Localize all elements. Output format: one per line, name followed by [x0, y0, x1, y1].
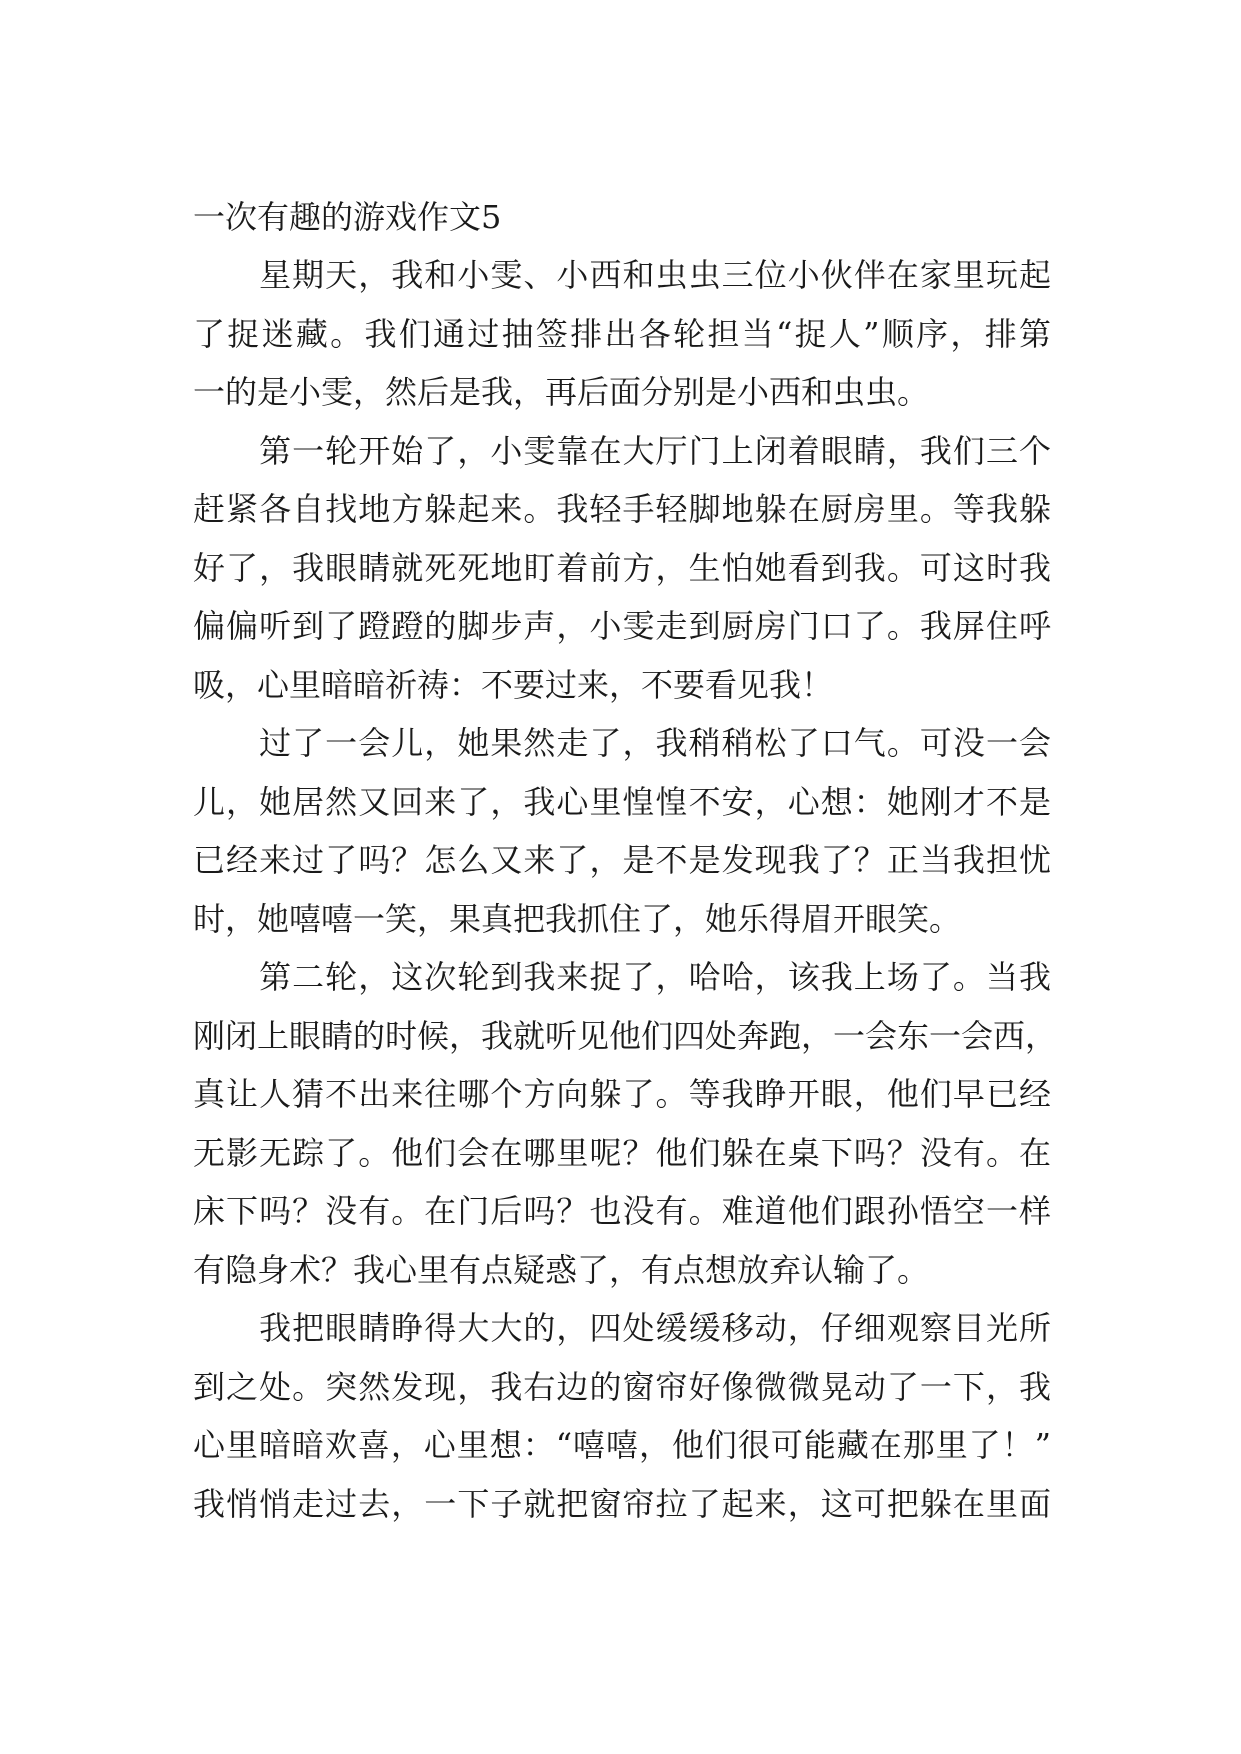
text-line: 偏偏听到了蹬蹬的脚步声，小雯走到厨房门口了。我屏住呼 — [193, 607, 1051, 645]
text-line: 我悄悄走过去，一下子就把窗帘拉了起来，这可把躲在里面 — [193, 1484, 1051, 1523]
text-line: 好了，我眼睛就死死地盯着前方，生怕她看到我。可这时我 — [193, 548, 1051, 587]
text-line: 星期天，我和小雯、小西和虫虫三位小伙伴在家里玩起 — [193, 256, 1051, 294]
text-line: 赶紧各自找地方躲起来。我轻手轻脚地躲在厨房里。等我躲 — [193, 490, 1051, 528]
text-line: 到之处。突然发现，我右边的窗帘好像微微晃动了一下，我 — [193, 1367, 1051, 1406]
document-title: 一次有趣的游戏作文5 — [193, 198, 502, 236]
text-line: 儿，她居然又回来了，我心里惶惶不安，心想：她刚才不是 — [193, 782, 1051, 821]
text-line: 刚闭上眼睛的时候，我就听见他们四处奔跑，一会东一会西， — [193, 1016, 1058, 1055]
text-line: 吸，心里暗暗祈祷：不要过来，不要看见我！ — [193, 665, 834, 704]
paragraph-4 — [193, 948, 1058, 1299]
document-page — [193, 188, 1058, 1533]
text-line: 有隐身术？我心里有点疑惑了，有点想放弃认输了。 — [193, 1250, 930, 1289]
text-line: 床下吗？没有。在门后吗？也没有。难道他们跟孙悟空一样 — [193, 1192, 1051, 1230]
text-line: 无影无踪了。他们会在哪里呢？他们躲在桌下吗？没有。在 — [193, 1133, 1051, 1172]
text-line: 了捉迷藏。我们通过抽签排出各轮担当“捉人”顺序，排第 — [193, 314, 1051, 353]
text-line: 第一轮开始了，小雯靠在大厅门上闭着眼睛，我们三个 — [193, 431, 1051, 470]
paragraph-5 — [193, 1299, 1051, 1533]
paragraph-3 — [193, 714, 1051, 948]
text-line: 心里暗暗欢喜，心里想：“嘻嘻，他们很可能藏在那里了！” — [193, 1426, 1051, 1464]
text-line: 过了一会儿，她果然走了，我稍稍松了口气。可没一会 — [193, 724, 1051, 762]
paragraph-1 — [193, 246, 1051, 422]
text-line: 已经来过了吗？怎么又来了，是不是发现我了？正当我担忧 — [193, 841, 1051, 879]
text-line: 第二轮，这次轮到我来捉了，哈哈，该我上场了。当我 — [193, 958, 1051, 996]
paragraph-2 — [193, 422, 1051, 715]
text-line: 时，她嘻嘻一笑，果真把我抓住了，她乐得眉开眼笑。 — [193, 899, 962, 938]
text-line: 真让人猜不出来往哪个方向躲了。等我睁开眼，他们早已经 — [193, 1075, 1051, 1113]
text-line: 我把眼睛睁得大大的，四处缓缓移动，仔细观察目光所 — [193, 1309, 1051, 1347]
text-line: 一的是小雯，然后是我，再后面分别是小西和虫虫。 — [193, 373, 930, 411]
